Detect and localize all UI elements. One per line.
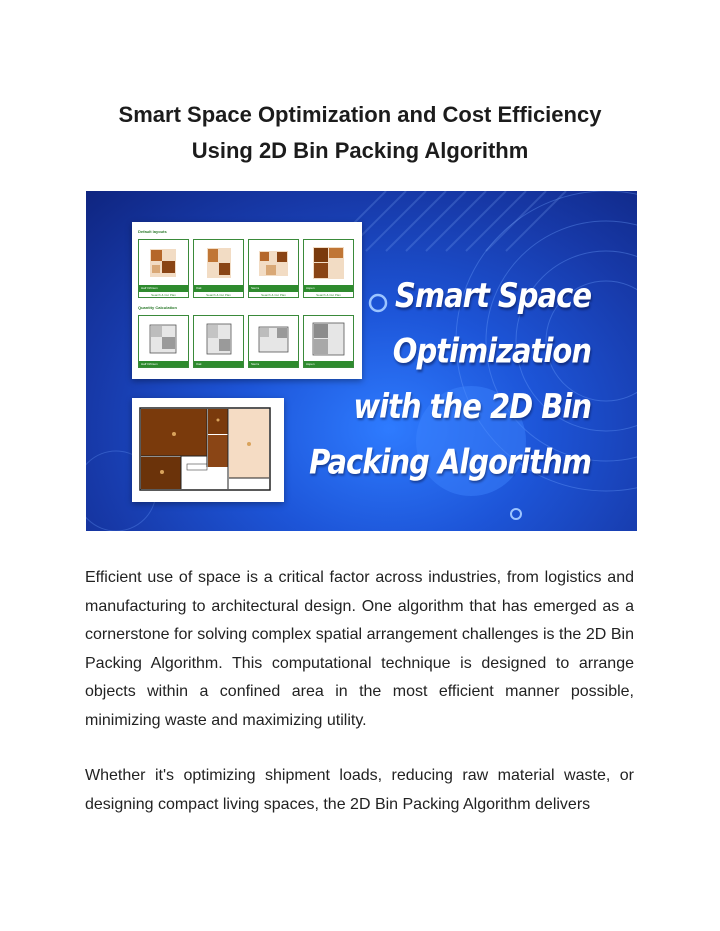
layout-card[interactable]: [193, 239, 244, 298]
hero-image: [86, 191, 637, 531]
section-label-quantity: Quantity Calculation: [138, 305, 177, 310]
title-line-2: Using 2D Bin Packing Algorithm: [191, 137, 529, 163]
card-label: Sierra: [249, 361, 298, 367]
body-paragraph-1: Efficient use of space is a critical factor across industries, from logistics and manufacturing to architectural design. One algorithm that has emerged as a cornerstone for solving complex spatial arrangement challenges is the 2D Bin Packing Algorithm. This computational technique is designed to arrange objects within a confined area in the most efficient manner possible, minimizing waste and maximizing utility.: [85, 569, 634, 729]
card-label: Oak: [194, 285, 243, 291]
card-button[interactable]: Search & Cut Plan: [304, 291, 353, 297]
card-label: Half Orbison: [139, 285, 188, 291]
floorplan-thumbnail: [197, 243, 240, 283]
document-title: [60, 97, 660, 169]
card-label: Sierra: [249, 285, 298, 291]
card-button[interactable]: Search & Cut Plan: [249, 291, 298, 297]
card-button[interactable]: Search & Cut Plan: [139, 291, 188, 297]
card-button[interactable]: Search & Cut Plan: [194, 291, 243, 297]
layout-card[interactable]: [193, 315, 244, 368]
floorplan-thumbnail: [142, 243, 185, 283]
hero-headline: [291, 268, 591, 490]
hero-headline-line-4: Packing Algorithm: [309, 441, 591, 482]
section-label-default: Default layouts: [138, 229, 167, 234]
layout-card[interactable]: [138, 239, 189, 298]
floorplan-panel: [132, 398, 284, 502]
body-paragraph-2: Whether it's optimizing shipment loads, reducing raw material waste, or designing compact living spaces, the 2D Bin Packing Algorithm delivers: [85, 767, 634, 813]
card-label: Aspen: [304, 285, 353, 291]
floorplan-thumbnail: [197, 319, 240, 359]
floorplan-thumbnail: [142, 319, 185, 359]
title-line-1: Smart Space Optimization and Cost Efficiency: [118, 101, 602, 127]
floorplan-thumbnail: [252, 319, 295, 359]
card-label: Half Orbison: [139, 361, 188, 367]
layout-card[interactable]: [138, 315, 189, 368]
card-label: Aspen: [304, 361, 353, 367]
floorplan-thumbnail: [252, 243, 295, 283]
hero-headline-line-3: with the 2D Bin: [353, 386, 591, 427]
floorplan-detail: [132, 398, 284, 502]
hero-headline-line-2: Optimization: [392, 330, 591, 371]
card-label: Oak: [194, 361, 243, 367]
hero-headline-line-1: Smart Space: [394, 275, 591, 316]
